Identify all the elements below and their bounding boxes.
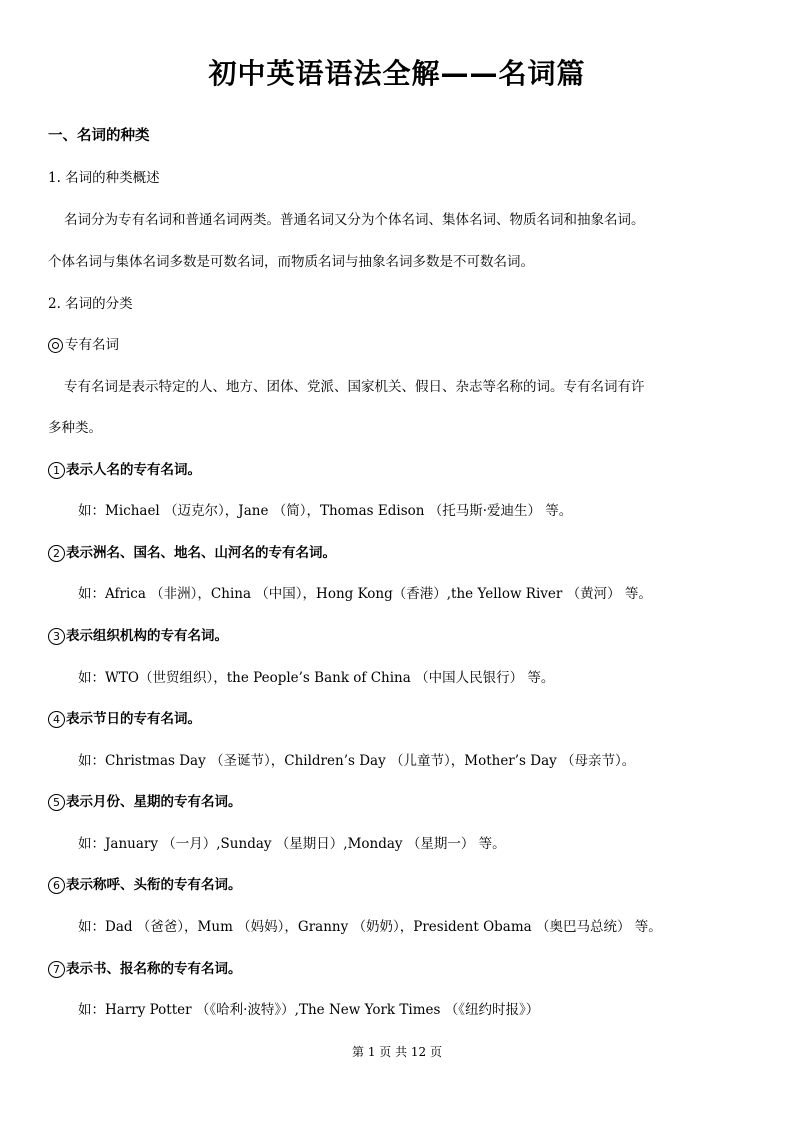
item-example: 如：WTO（世贸组织），the People’s Bank of China （中国人民银行） 等。 (78, 670, 555, 686)
item-heading (48, 541, 336, 562)
circled-number-icon: 2 (48, 545, 65, 562)
item-heading (48, 707, 201, 728)
item-example: 如：Dad （爸爸），Mum （妈妈），Granny （奶奶），President Obama （奥巴马总统） 等。 (78, 919, 662, 935)
item-heading-text: 表示称呼、头衔的专有名词。 (66, 877, 242, 893)
circled-number-icon: 5 (48, 794, 65, 811)
proper-noun-heading-text: 专有名词 (65, 337, 119, 353)
circled-number-icon: 7 (48, 961, 65, 978)
paragraph-proper-line2: 多种类。 (48, 420, 102, 436)
item-heading-text: 表示人名的专有名词。 (66, 462, 201, 478)
item-example: 如：Harry Potter （《哈利·波特》）,The New York Times （《纽约时报》） (78, 1002, 540, 1018)
item-heading (48, 873, 242, 894)
circled-number-icon: 3 (48, 628, 65, 645)
item-example: 如：January （一月）,Sunday （星期日）,Monday （星期一） 等。 (78, 836, 506, 852)
paragraph-overview-line2: 个体名词与集体名词多数是可数名词，而物质名词与抽象名词多数是不可数名词。 (48, 254, 534, 270)
subheading-overview: 1. 名词的种类概述 (48, 170, 160, 186)
item-heading (48, 957, 242, 978)
item-heading (48, 790, 242, 811)
item-heading-text: 表示月份、星期的专有名词。 (66, 794, 242, 810)
paragraph-overview-line1: 名词分为专有名词和普通名词两类。普通名词又分为个体名词、集体名词、物质名词和抽象名词。 (64, 212, 645, 228)
item-heading-text: 表示组织机构的专有名词。 (66, 628, 228, 644)
item-heading-text: 表示节日的专有名词。 (66, 711, 201, 727)
item-heading-text: 表示洲名、国名、地名、山河名的专有名词。 (66, 545, 336, 561)
item-example: 如：Africa （非洲），China （中国），Hong Kong（香港）,the Yellow River （黄河） 等。 (78, 586, 652, 602)
proper-noun-heading (48, 333, 119, 353)
item-example: 如：Michael （迈克尔），Jane （简），Thomas Edison （托马斯·爱迪生） 等。 (78, 503, 573, 519)
item-heading (48, 458, 201, 479)
subheading-classification: 2. 名词的分类 (48, 296, 133, 312)
item-heading (48, 624, 228, 645)
section-heading: 一、名词的种类 (48, 128, 150, 144)
circled-number-icon: 4 (48, 711, 65, 728)
item-example: 如：Christmas Day （圣诞节），Children’s Day （儿童节），Mother’s Day （母亲节）。 (78, 753, 636, 769)
page-title: 初中英语语法全解——名词篇 (208, 57, 586, 90)
page-footer: 第 1 页 共 12 页 (352, 1045, 442, 1059)
circled-number-icon: 1 (48, 462, 65, 479)
paragraph-proper-line1: 专有名词是表示特定的人、地方、团体、党派、国家机关、假日、杂志等名称的词。专有名词有许 (64, 379, 645, 395)
bullseye-icon (48, 338, 63, 353)
circled-number-icon: 6 (48, 877, 65, 894)
item-heading-text: 表示书、报名称的专有名词。 (66, 961, 242, 977)
